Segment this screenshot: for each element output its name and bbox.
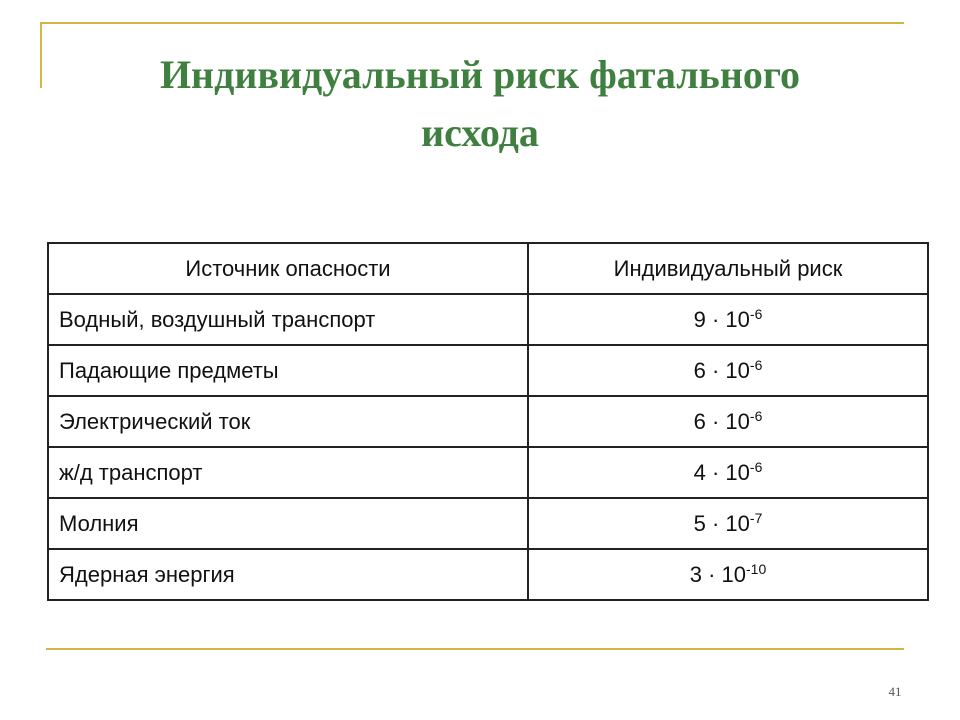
risk-cell — [528, 549, 928, 600]
header-risk: Индивидуальный риск — [528, 243, 928, 294]
risk-cell — [528, 447, 928, 498]
risk-cell — [528, 498, 928, 549]
table-row — [48, 549, 928, 600]
table-row — [48, 498, 928, 549]
table-row — [48, 447, 928, 498]
risk-value: 3 · 10 — [689, 561, 747, 587]
risk-value: 6 · 10 — [693, 357, 750, 383]
risk-value: 6 · 10 — [693, 408, 750, 434]
risk-exponent: -6 — [749, 305, 763, 322]
frame-left-border — [40, 22, 42, 88]
source-cell: Молния — [48, 498, 528, 549]
title-line-1: Индивидуальный риск фатального — [159, 52, 801, 97]
risk-cell — [528, 345, 928, 396]
risk-value: 4 · 10 — [693, 459, 750, 485]
risk-value: 9 · 10 — [693, 306, 750, 332]
source-cell: ж/д транспорт — [48, 447, 528, 498]
risk-exponent: -6 — [749, 407, 763, 424]
risk-cell — [528, 396, 928, 447]
table-row — [48, 345, 928, 396]
source-cell: Ядерная энергия — [48, 549, 528, 600]
header-source: Источник опасности — [48, 243, 528, 294]
risk-exponent: -6 — [749, 356, 763, 373]
table-header-row — [48, 243, 928, 294]
slide-title — [60, 46, 900, 162]
page-number: 41 — [888, 684, 902, 699]
frame-top-border — [40, 22, 904, 24]
source-cell: Электрический ток — [48, 396, 528, 447]
risk-exponent: -6 — [749, 458, 763, 475]
risk-cell — [528, 294, 928, 345]
risk-value: 5 · 10 — [693, 510, 750, 536]
frame-bottom-border — [46, 648, 904, 650]
source-cell: Падающие предметы — [48, 345, 528, 396]
title-line-2: исхода — [421, 110, 539, 155]
risk-table — [47, 242, 929, 601]
table-row — [48, 396, 928, 447]
risk-exponent: -10 — [746, 560, 767, 577]
table-row — [48, 294, 928, 345]
risk-exponent: -7 — [749, 509, 763, 526]
source-cell: Водный, воздушный транспорт — [48, 294, 528, 345]
